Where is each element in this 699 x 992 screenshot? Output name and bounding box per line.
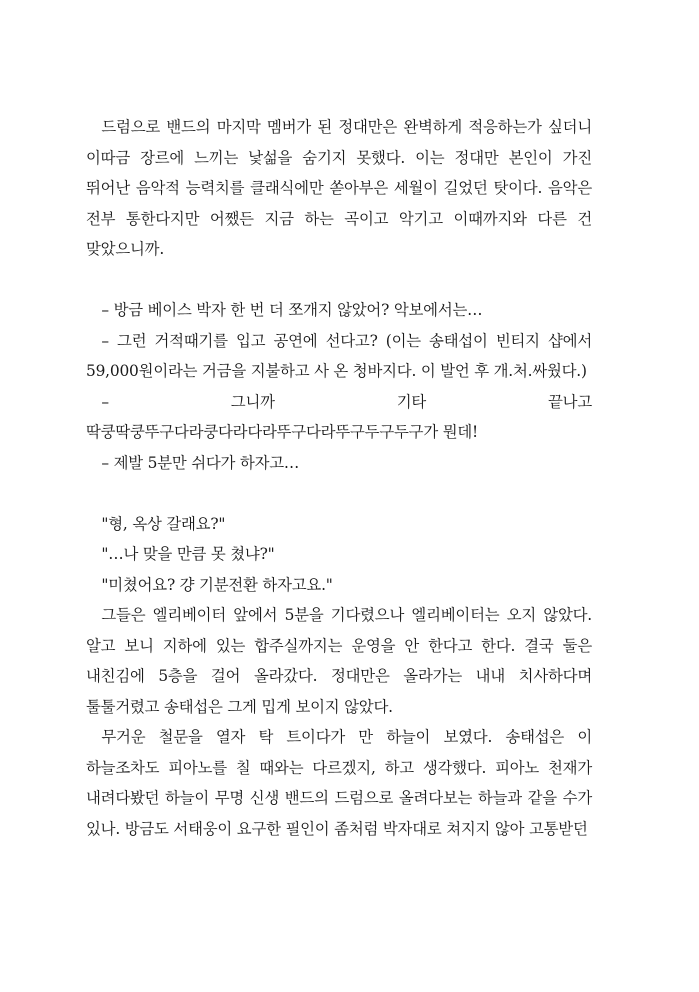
body-text bbox=[86, 112, 592, 844]
quote-line-3: "미쳤어요? 걍 기분전환 하자고요." bbox=[101, 575, 333, 594]
quote-line-1: "형, 옥상 갈래요?" bbox=[101, 514, 226, 533]
dialogue-line-4: – 제발 5분만 쉬다가 하자고… bbox=[101, 453, 300, 472]
dialogue-line-1: – 방금 베이스 박자 한 번 더 쪼개지 않았어? 악보에서는… bbox=[101, 301, 483, 319]
blank-line bbox=[86, 265, 592, 296]
paragraph-2: 그들은 엘리베이터 앞에서 5분을 기다렸으나 엘리베이터는 오지 않았다. 알고 보니 지하에 있는 합주실까지는 운영을 안 한다고 한다. 결국 둘은 내친김에 5층을 걸어 올라갔다. 정대만은 올라가는 내내 치사하다며 툴툴거렸고 송태섭은 그게 밉게 보이지 않았다. bbox=[86, 606, 592, 716]
dialogue-line-2: – 그런 거적때기를 입고 공연에 선다고? (이는 송태섭이 빈티지 샵에서 59,000원이라는 거금을 지불하고 사 온 청바지다. 이 발언 후 개.처.싸웠다.) bbox=[86, 331, 592, 380]
paragraph-3: 무거운 철문을 열자 탁 트이다가 만 하늘이 보였다. 송태섭은 이 하늘조차도 피아노를 칠 때와는 다르겠지, 하고 생각했다. 피아노 천재가 내려다봤던 하늘이 무명 신생 밴드의 드럼으로 올려다보는 하늘과 같을 수가 있나. 방금도 서태웅이 요구한 필인이 좀처럼 박자대로 쳐지지 않아 고통받던 bbox=[86, 728, 592, 838]
blank-line bbox=[86, 478, 592, 509]
quote-line-2: "…나 맞을 만큼 못 쳤냐?" bbox=[101, 545, 275, 563]
dialogue-line-3: – 그니까 기타 끝나고 딱쿵딱쿵뚜구다라쿵다라다라뚜구다라뚜구두구두구가 뭔데! bbox=[86, 392, 592, 441]
paragraph-1: 드럼으로 밴드의 마지막 멤버가 된 정대만은 완벽하게 적응하는가 싶더니 이따금 장르에 느끼는 낯섦을 숨기지 못했다. 이는 정대만 본인이 가진 뛰어난 음악적 능력치를 클래식에만 쏟아부은 세월이 길었던 탓이다. 음악은 전부 통한다지만 어쨌든 지금 하는 곡이고 악기고 이때까지와 다른 건 맞았으니까. bbox=[86, 118, 592, 258]
